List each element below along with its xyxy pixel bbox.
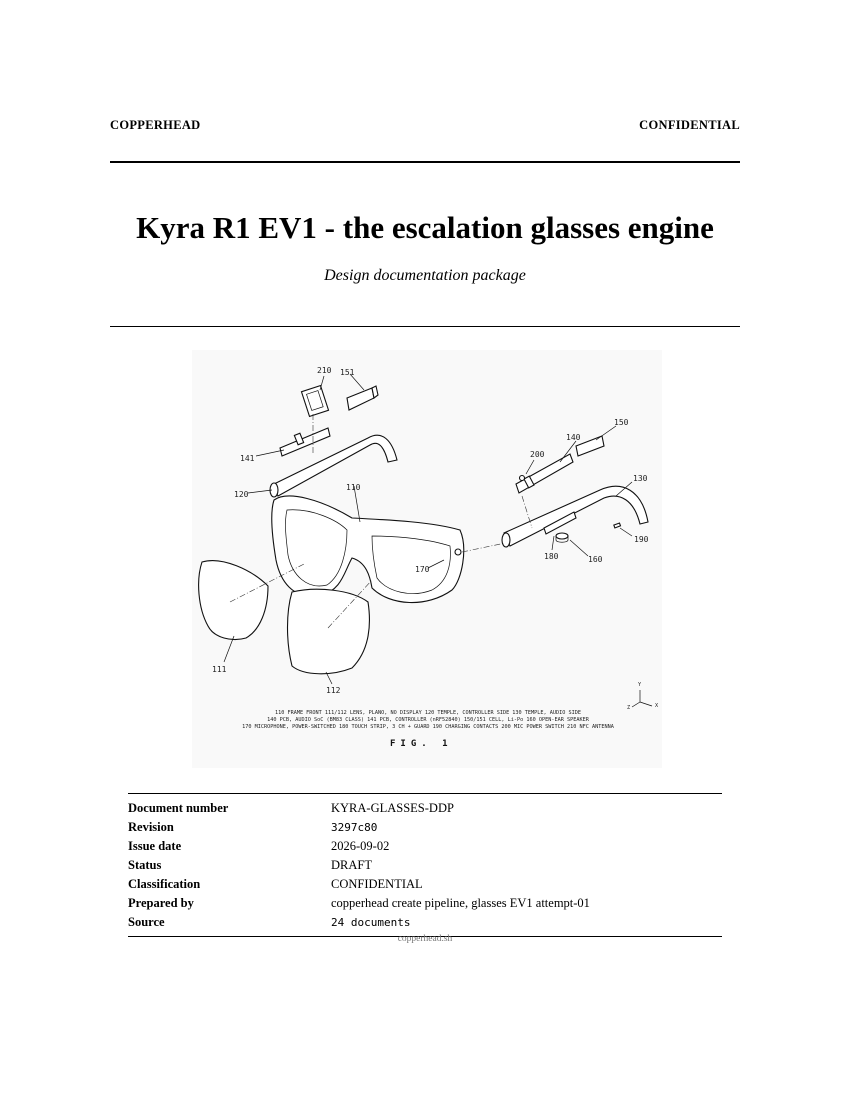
callout-112: 112: [326, 686, 341, 695]
callout-170: 170: [415, 565, 430, 574]
axis-triad: [627, 682, 659, 711]
axis-label-z: Z: [627, 705, 631, 711]
axis-label-y: Y: [638, 682, 642, 688]
metadata-row: [128, 837, 722, 856]
metadata-value: CONFIDENTIAL: [331, 877, 423, 891]
metadata-key: Document number: [128, 801, 229, 815]
metadata-value: copperhead create pipeline, glasses EV1 attempt-01: [331, 896, 590, 910]
metadata-key: Prepared by: [128, 896, 194, 910]
metadata-key: Source: [128, 915, 165, 929]
metadata-key: Classification: [128, 877, 201, 891]
legend-line: 170 MICROPHONE, POWER-SWITCHED 180 TOUCH STRIP, 3 CH + GUARD 190 CHARGING CONTACTS 200 MIC POWER SWITCH 210 NFC ANTENNA: [242, 724, 614, 730]
lens-112-part: [288, 589, 370, 674]
cell-151-part: [347, 386, 378, 410]
charging-contacts-part: [614, 523, 621, 528]
callout-141: 141: [240, 454, 255, 463]
callout-110: 110: [346, 483, 361, 492]
metadata-row: [128, 875, 722, 894]
nfc-antenna-part: [301, 386, 328, 417]
metadata-row: [128, 894, 722, 913]
legend-line: 110 FRAME FRONT 111/112 LENS, PLANO, NO DISPLAY 120 TEMPLE, CONTROLLER SIDE 130 TEMPLE, AUDIO SIDE: [274, 710, 582, 716]
footer-domain: copperhead.sh: [397, 934, 453, 944]
callout-210: 210: [317, 366, 332, 375]
document-subtitle: Design documentation package: [324, 267, 526, 284]
document-metadata-table: [128, 793, 722, 937]
callout-151: 151: [340, 368, 355, 377]
metadata-value: 3297c80: [331, 821, 378, 834]
header-classification: CONFIDENTIAL: [639, 118, 740, 132]
header-rule: [110, 161, 740, 163]
axis-label-x: X: [655, 703, 659, 709]
metadata-row: [128, 856, 722, 875]
metadata-key: Status: [128, 858, 162, 872]
callout-150: 150: [614, 418, 629, 427]
metadata-row: [128, 818, 722, 837]
figure-caption: FIG. 1: [390, 739, 453, 749]
audio-pcb-part: [516, 454, 573, 493]
document-title: Kyra R1 EV1 - the escalation glasses engine: [136, 210, 714, 245]
callout-160: 160: [588, 555, 603, 564]
metadata-value: 2026-09-02: [331, 839, 390, 853]
frame-front-part: [272, 496, 464, 603]
metadata-row: [128, 913, 722, 932]
exploded-view-figure: [192, 350, 662, 768]
callout-180: 180: [544, 552, 559, 561]
callout-111: 111: [212, 665, 227, 674]
metadata-key: Issue date: [128, 839, 182, 853]
metadata-value: DRAFT: [331, 858, 372, 872]
speaker-part: [556, 533, 568, 542]
callout-140: 140: [566, 433, 581, 442]
metadata-key: Revision: [128, 820, 174, 834]
metadata-value: 24 documents: [331, 916, 411, 929]
header-brand: COPPERHEAD: [110, 118, 201, 132]
metadata-value: KYRA-GLASSES-DDP: [331, 801, 454, 815]
legend-line: 140 PCB, AUDIO SoC (BM83 CLASS) 141 PCB, CONTROLLER (nRF52840) 150/151 CELL, Li-Po 160 OPEN-EAR SPEAKER: [267, 717, 589, 723]
controller-pcb-part: [280, 428, 330, 456]
callout-200: 200: [530, 450, 545, 459]
callout-130: 130: [633, 474, 648, 483]
mic-switch-part: [520, 476, 525, 481]
title-rule: [110, 326, 740, 327]
callout-120: 120: [234, 490, 249, 499]
metadata-row: [128, 799, 722, 818]
callout-190: 190: [634, 535, 649, 544]
